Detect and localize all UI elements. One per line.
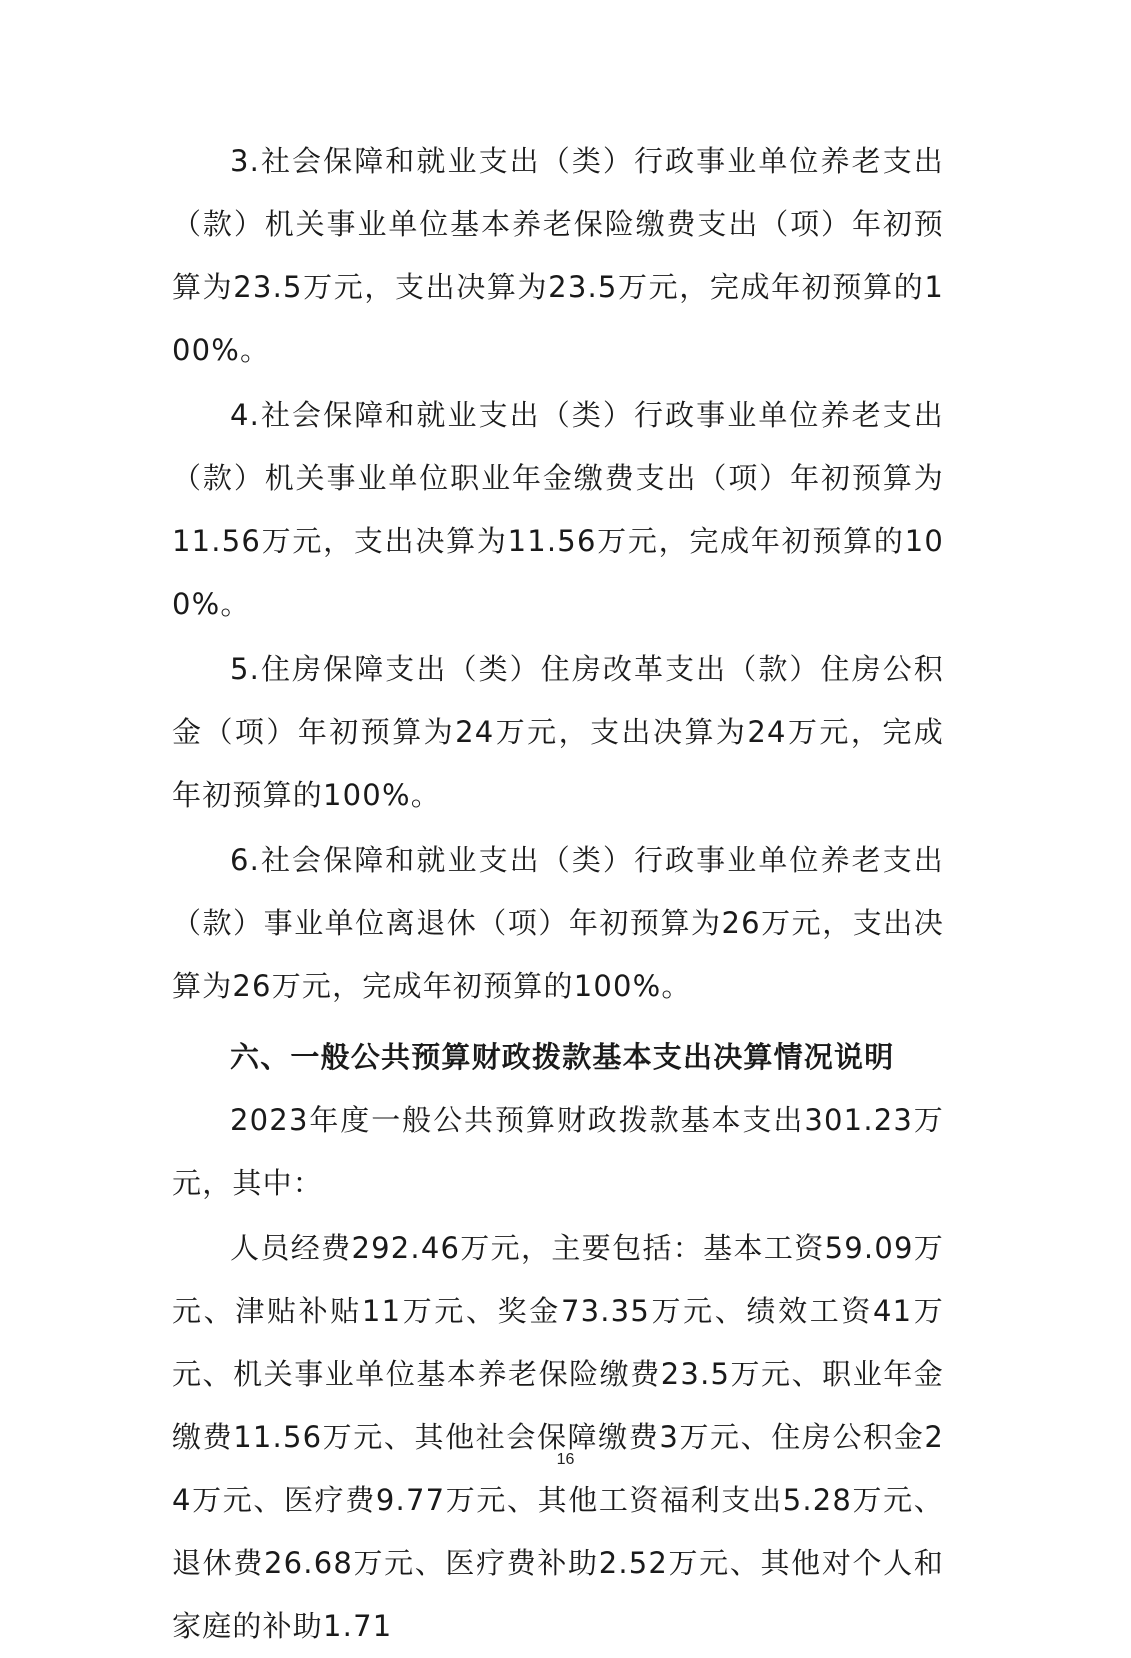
paragraph-item-3: 3.社会保障和就业支出（类）行政事业单位养老支出（款）机关事业单位基本养老保险缴费支出（项）年初预算为23.5万元，支出决算为23.5万元，完成年初预算的100%。 [172,144,944,367]
page-content [172,130,944,1658]
section-intro-paragraph: 2023年度一般公共预算财政拨款基本支出301.23万元，其中： [172,1103,944,1200]
paragraph-item-5: 5.住房保障支出（类）住房改革支出（款）住房公积金（项）年初预算为24万元，支出决算为24万元，完成年初预算的100%。 [172,652,944,812]
paragraph-item-6: 6.社会保障和就业支出（类）行政事业单位养老支出（款）事业单位离退休（项）年初预算为26万元，支出决算为26万元，完成年初预算的100%。 [172,843,944,1003]
section-heading: 六、一般公共预算财政拨款基本支出决算情况说明 [230,1040,895,1074]
personnel-expense-paragraph: 人员经费292.46万元，主要包括：基本工资59.09万元、津贴补贴11万元、奖金73.35万元、绩效工资41万元、机关事业单位基本养老保险缴费23.5万元、职业年金缴费11.56万元、其他社会保障缴费3万元、住房公积金24万元、医疗费9.77万元、其他工资福利支出5.28万元、退休费26.68万元、医疗费补助2.52万元、其他对个人和家庭的补助1.71 [172,1231,944,1643]
page-number: 16 [556,1451,575,1468]
paragraph-item-4: 4.社会保障和就业支出（类）行政事业单位养老支出（款）机关事业单位职业年金缴费支出（项）年初预算为11.56万元，支出决算为11.56万元，完成年初预算的100%。 [172,398,944,621]
